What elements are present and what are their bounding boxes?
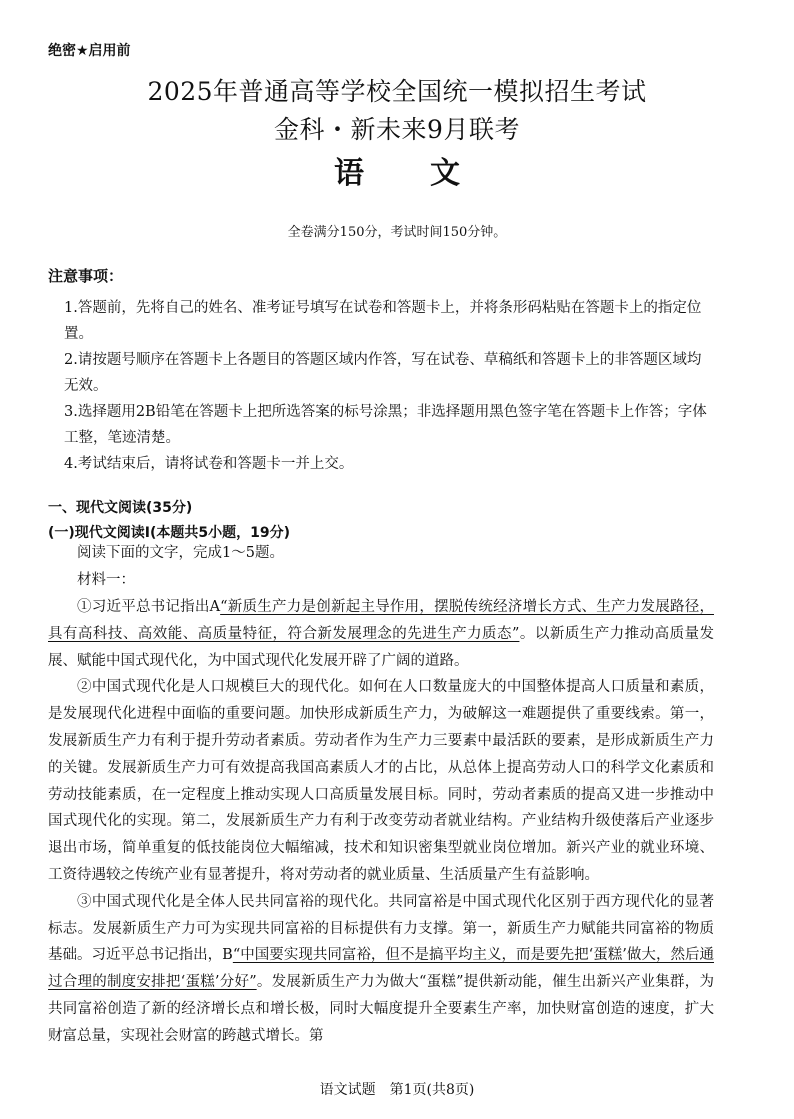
confidential-label: 绝密★启用前 <box>48 43 131 59</box>
notice-heading: 注意事项： <box>48 267 124 285</box>
instruction-text: 阅读下面的文字，完成1～5题。 <box>77 545 284 561</box>
subject-char-2: 文 <box>430 156 460 191</box>
paragraph-1-rest: 。以新质生产力推动高质量发展、赋能中国式现代化，为中国式现代化发展开辟了广阔的道路。 <box>48 625 715 669</box>
exam-title: 2025年普通高等学校全国统一模拟招生考试 <box>147 77 647 106</box>
page-footer: 语文试题 第1页(共8页) <box>319 1082 475 1098</box>
quote-b: “中国要实现共同富裕，但不是搞平均主义，而是要先把‘蛋糕’做大，然后通过合理的制度安排把‘蛋糕’分好” <box>48 947 714 991</box>
paragraph-3 <box>48 889 714 1050</box>
paragraph-1 <box>48 594 714 674</box>
notice-item: 3.选择题用2B铅笔在答题卡上把所选答案的标号涂黑；非选择题用黑色签字笔在答题卡上作答；字体工整，笔迹清楚。 <box>64 404 707 446</box>
section-subtitle: (一)现代文阅读Ⅰ(本题共5小题，19分) <box>48 525 291 541</box>
reading-instructions <box>48 540 714 594</box>
reading-passage <box>48 594 714 1050</box>
material-label: 材料一： <box>77 571 135 588</box>
paragraph-2: ②中国式现代化是人口规模巨大的现代化。如何在人口数量庞大的中国整体提高人口质量和素质，是发展现代化进程中面临的重要问题。加快形成新质生产力，为破解这一难题提供了重要线索。第一，发展新质生产力有利于提升劳动者素质。劳动者作为生产力三要素中最活跃的要素，是形成新质生产力的关键。发展新质生产力可有效提高我国高素质人才的占比，从总体上提高劳动人口的科学文化素质和劳动技能素质，在一定程度上推动实现人口高质量发展目标。同时，劳动者素质的提高又进一步推动中国式现代化的实现。第二，发展新质生产力有利于改变劳动者就业结构。产业结构升级使落后产业逐步退出市场，简单重复的低技能岗位大幅缩减，技术和知识密集型就业岗位增加。新兴产业的就业环境、工资待遇较之传统产业有显著提升，将对劳动者的就业质量、生活质量产生有益影响。 <box>48 679 714 883</box>
subject-char-1: 语 <box>334 156 364 191</box>
paragraph-3-lead: ③中国式现代化是全体人民共同富裕的现代化。共同富裕是中国式现代化区别于西方现代化的显著标志。发展新质生产力可为实现共同富裕的目标提供有力支撑。第一，新质生产力赋能共同富裕的物质基础。习近平总书记指出，B <box>48 893 714 964</box>
quote-a: “新质生产力是创新起主导作用，摆脱传统经济增长方式、生产力发展路径，具有高科技、高效能、高质量特征，符合新发展理念的先进生产力质态” <box>48 599 714 642</box>
notice-item: 4.考试结束后，请将试卷和答题卡一并上交。 <box>64 456 354 472</box>
subject-title <box>0 148 794 192</box>
section-title: 一、现代文阅读(35分) <box>48 500 193 516</box>
score-info: 全卷满分150分，考试时间150分钟。 <box>287 225 507 240</box>
notice-item: 1.答题前，先将自己的姓名、准考证号填写在试卷和答题卡上，并将条形码粘贴在答题卡上的指定位置。 <box>64 300 702 342</box>
notice-item: 2.请按题号顺序在答题卡上各题目的答题区域内作答，写在试卷、草稿纸和答题卡上的非答题区域均无效。 <box>64 352 702 394</box>
paragraph-1-lead: ①习近平总书记指出A <box>77 599 221 615</box>
exam-subtitle: 金科・新未来9月联考 <box>274 115 520 144</box>
paragraph-3-rest: 。发展新质生产力为做大“蛋糕”提供新动能，催生出新兴产业集群，为共同富裕创造了新的经济增长点和增长极，同时大幅度提升全要素生产率，加快财富创造的速度，扩大财富总量，实现社会财富的跨越式增长。第 <box>48 974 714 1044</box>
